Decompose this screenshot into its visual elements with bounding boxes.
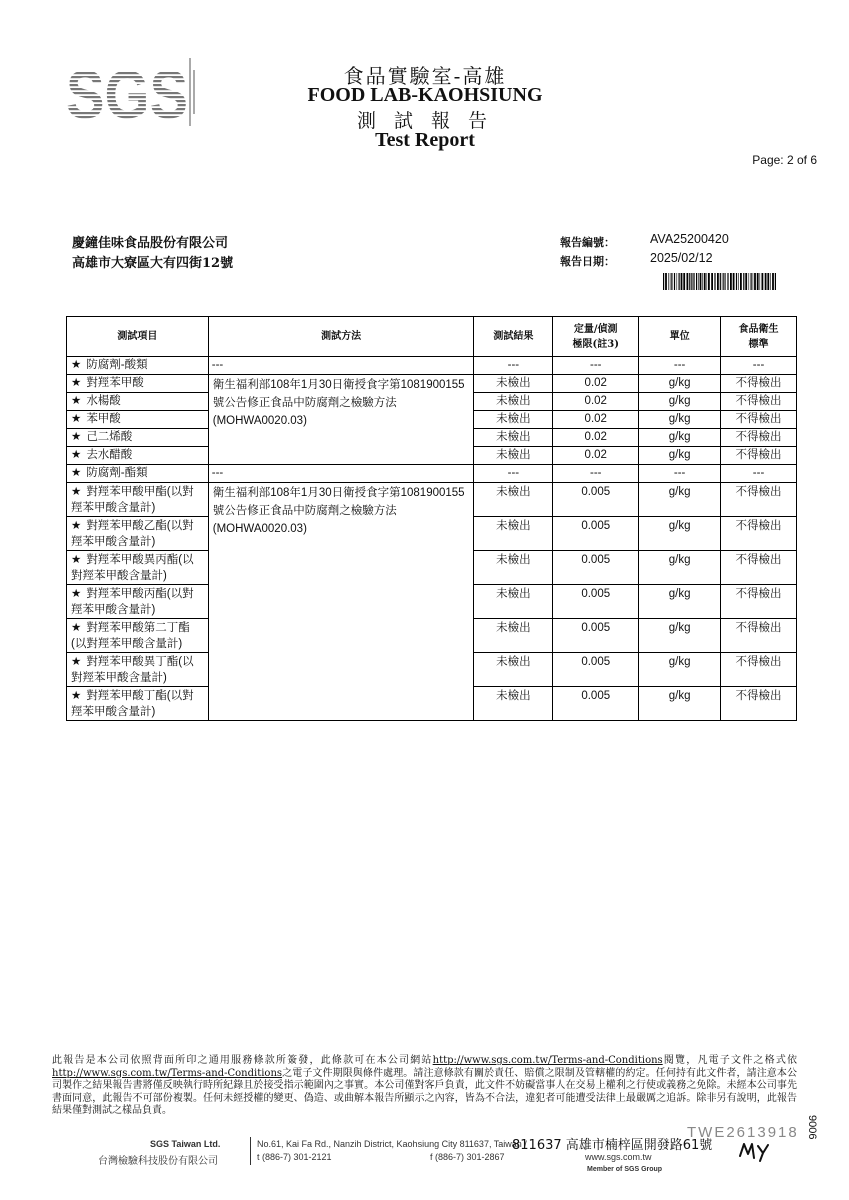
cell-item: 對羥苯甲酸 (86, 377, 144, 389)
cell-limit: 0.005 (553, 653, 639, 687)
cell-method: 衛生福利部108年1月30日衛授食字第1081900155號公告修正食品中防腐劑之檢驗方法(MOHWA0020.03) (208, 483, 474, 721)
header-method: 測試方法 (208, 317, 474, 357)
svg-text:SGS: SGS (66, 57, 188, 128)
barcode-bar (722, 273, 723, 290)
barcode-bar (708, 273, 710, 290)
header-standard: 食品衛生 標準 (721, 317, 797, 357)
group-label: 防腐劑-酸類 (86, 359, 148, 371)
cell-item-line2: 羥苯甲酸含量計) (71, 706, 156, 718)
barcode-bar (677, 273, 678, 290)
cell-limit: 0.02 (553, 447, 639, 465)
cell-limit: 0.005 (553, 687, 639, 721)
barcode-bar (753, 273, 754, 290)
barcode-bar (762, 273, 764, 290)
cell-standard: 不得檢出 (721, 483, 797, 517)
star-icon: ★ (71, 588, 82, 600)
barcode-bar (707, 273, 708, 290)
address-en: No.61, Kai Fa Rd., Nanzih District, Kaohsiung City 811637, Taiwan / (257, 1139, 527, 1149)
legal-disclaimer: 此報告是本公司依照背面所印之通用服務條款所簽發，此條款可在本公司網站http://www.sgs.com.tw/Terms-and-Conditions閱覽，凡電子文件之格式依http://www.sgs.com.tw/Terms-and-Conditions之電子文件期限與條件處理。請注意條款有關於責任、賠償之限制及管轄權的約定。任何持有此文件者，請注意本公司製作之結果報告書將僅反映執行時所紀錄且於接受指示範圍內之事實。本公司僅對客戶負責，此文件不妨礙當事人在交易上權利之行使或義務之免除。未經本公司事先書面同意，此報告不可部份複製。任何未經授權的變更、偽造、或曲解本報告所顯示之內容，皆為不合法，違犯者可能遭受法律上最嚴厲之追訴。除非另有說明，此報告結果僅對測試之樣品負責。 (52, 1055, 798, 1116)
barcode-bar (668, 273, 669, 290)
barcode-bar (736, 273, 737, 290)
star-icon: ★ (71, 656, 82, 668)
barcode-bar (725, 273, 726, 290)
header-unit: 單位 (639, 317, 721, 357)
barcode-bar (743, 273, 744, 290)
company-name-en: SGS Taiwan Ltd. (150, 1139, 221, 1149)
barcode-bar (687, 273, 689, 290)
report-no-label: 報告編號： (560, 236, 615, 249)
cell-limit: 0.005 (553, 585, 639, 619)
cell-item-line1: 對羥苯甲酸甲酯(以對 (86, 486, 194, 498)
cell-limit: 0.02 (553, 429, 639, 447)
cell-result: 未檢出 (474, 619, 553, 653)
barcode-bar (704, 273, 706, 290)
barcode-bar (691, 273, 692, 290)
cell-item-line1: 對羥苯甲酸乙酯(以對 (86, 520, 194, 532)
cell-item-line1: 對羥苯甲酸第二丁酯 (86, 622, 190, 634)
fax: f (886-7) 301-2867 (430, 1152, 505, 1162)
group-row-ester (67, 465, 797, 483)
cell-result: 未檢出 (474, 551, 553, 585)
cell-standard: 不得檢出 (721, 653, 797, 687)
cell-unit: g/kg (639, 447, 721, 465)
star-icon: ★ (71, 520, 82, 532)
serial-number: TWE2613918 (687, 1124, 799, 1141)
cell-item: 去水醋酸 (86, 449, 133, 461)
company-name-zh: 台灣檢驗科技股份有限公司 (98, 1156, 218, 1167)
cell-limit: 0.005 (553, 619, 639, 653)
barcode-bar (723, 273, 724, 290)
barcode-bar (702, 273, 703, 290)
cell-limit: 0.005 (553, 483, 639, 517)
cell-item: 己二烯酸 (86, 431, 133, 443)
cell-result: 未檢出 (474, 585, 553, 619)
star-icon: ★ (71, 622, 82, 634)
barcode-bar (745, 273, 747, 290)
barcode-bar (714, 273, 715, 290)
cell-limit: 0.02 (553, 393, 639, 411)
cell-result: 未檢出 (474, 517, 553, 551)
cell-standard: 不得檢出 (721, 429, 797, 447)
barcode-bar (754, 273, 756, 290)
cell-unit: g/kg (639, 551, 721, 585)
cell-unit: g/kg (639, 411, 721, 429)
barcode-bar (740, 273, 742, 290)
cell-standard: 不得檢出 (721, 687, 797, 721)
table-row (67, 483, 797, 517)
cell-limit: 0.005 (553, 517, 639, 551)
star-icon: ★ (71, 449, 82, 461)
cell-limit: 0.02 (553, 375, 639, 393)
terms-link[interactable]: http://www.sgs.com.tw/Terms-and-Conditions (432, 1055, 663, 1066)
report-title-en: Test Report (375, 129, 475, 151)
group-label: 防腐劑-酯類 (86, 467, 148, 479)
cell-standard: 不得檢出 (721, 411, 797, 429)
barcode-bar (775, 273, 776, 290)
cell-result: 未檢出 (474, 375, 553, 393)
cell-item-line2: 羥苯甲酸含量計) (71, 536, 156, 548)
lab-title-en: FOOD LAB-KAOHSIUNG (307, 84, 543, 106)
barcode-bar (689, 273, 690, 290)
sgs-logo (66, 56, 216, 128)
page-number: Page: 2 of 6 (752, 153, 817, 167)
terms-link-2[interactable]: http://www.sgs.com.tw/Terms-and-Conditions (52, 1067, 283, 1079)
barcode-bar (665, 273, 667, 290)
lab-title-zh: 食品實驗室-高雄 (343, 64, 507, 88)
results-table (66, 316, 797, 721)
cell-result: 未檢出 (474, 447, 553, 465)
report-barcode (663, 273, 778, 290)
cell-unit: g/kg (639, 375, 721, 393)
star-icon: ★ (71, 431, 82, 443)
cell-item-line1: 對羥苯甲酸丙酯(以對 (86, 588, 194, 600)
cell-result: 未檢出 (474, 429, 553, 447)
header-item: 測試項目 (67, 317, 209, 357)
cell-unit: g/kg (639, 619, 721, 653)
barcode-bar (738, 273, 739, 290)
website: www.sgs.com.tw (585, 1152, 652, 1162)
barcode-bar (696, 273, 697, 290)
report-no-value: AVA25200420 (650, 232, 729, 246)
star-icon: ★ (71, 486, 82, 498)
barcode-bar (681, 273, 683, 290)
barcode-bar (663, 273, 664, 290)
cell-limit: --- (553, 465, 639, 483)
star-icon: ★ (71, 377, 82, 389)
barcode-bar (671, 273, 672, 290)
cell-standard: --- (721, 357, 797, 375)
cell-result: 未檢出 (474, 687, 553, 721)
star-icon: ★ (71, 395, 82, 407)
cell-standard: 不得檢出 (721, 585, 797, 619)
barcode-bar (770, 273, 771, 290)
barcode-bar (767, 273, 769, 290)
cell-standard: --- (721, 465, 797, 483)
cell-item-line2: 羥苯甲酸含量計) (71, 502, 156, 514)
cell-item-line2: 羥苯甲酸含量計) (71, 604, 156, 616)
cell-result: 未檢出 (474, 483, 553, 517)
cell-standard: 不得檢出 (721, 393, 797, 411)
cell-unit: g/kg (639, 517, 721, 551)
group-row-acid (67, 357, 797, 375)
cell-limit: 0.02 (553, 411, 639, 429)
cell-unit: g/kg (639, 585, 721, 619)
side-code: 9006 (806, 1115, 818, 1140)
cell-item: 苯甲酸 (86, 413, 121, 425)
cell-item-line1: 對羥苯甲酸異丙酯(以 (86, 554, 194, 566)
barcode-bar (711, 273, 713, 290)
client-address: 高雄市大寮區大有四街12號 (72, 256, 234, 271)
barcode-bar (749, 273, 750, 290)
barcode-bar (733, 273, 735, 290)
cell-item-line1: 對羥苯甲酸丁酯(以對 (86, 690, 194, 702)
header-limit: 定量/偵測 極限(註3) (553, 317, 639, 357)
cell-limit: --- (553, 357, 639, 375)
cell-method: --- (208, 357, 474, 375)
cell-standard: 不得檢出 (721, 375, 797, 393)
barcode-bar (670, 273, 671, 290)
barcode-bar (730, 273, 732, 290)
barcode-bar (727, 273, 728, 290)
cell-item-line2: (以對羥苯甲酸含量計) (71, 638, 183, 650)
cell-limit: 0.005 (553, 551, 639, 585)
cell-standard: 不得檢出 (721, 619, 797, 653)
barcode-bar (700, 273, 702, 290)
cell-standard: 不得檢出 (721, 517, 797, 551)
cell-unit: --- (639, 357, 721, 375)
cell-unit: --- (639, 465, 721, 483)
cell-method: 衛生福利部108年1月30日衛授食字第1081900155號公告修正食品中防腐劑之檢驗方法(MOHWA0020.03) (208, 375, 474, 465)
star-icon: ★ (71, 359, 82, 371)
star-icon: ★ (71, 690, 82, 702)
report-date-label: 報告日期： (560, 255, 615, 268)
cell-item-line2: 對羥苯甲酸含量計) (71, 672, 167, 684)
cell-unit: g/kg (639, 687, 721, 721)
cell-unit: g/kg (639, 393, 721, 411)
footer-divider (250, 1137, 251, 1165)
barcode-bar (772, 273, 774, 290)
cell-item-line1: 對羥苯甲酸異丁酯(以 (86, 656, 194, 668)
barcode-bar (679, 273, 680, 290)
cell-item: 水楊酸 (86, 395, 121, 407)
barcode-bar (674, 273, 675, 290)
header-result: 測試結果 (474, 317, 553, 357)
barcode-bar (717, 273, 719, 290)
barcode-bar (683, 273, 685, 290)
star-icon: ★ (71, 554, 82, 566)
barcode-bar (698, 273, 699, 290)
telephone: t (886-7) 301-2121 (257, 1152, 332, 1162)
cell-method: --- (208, 465, 474, 483)
report-title-zh: 測 試 報 告 (356, 110, 494, 132)
cell-unit: g/kg (639, 653, 721, 687)
cell-result: --- (474, 465, 553, 483)
member-of-sgs: Member of SGS Group (587, 1166, 663, 1173)
cell-result: 未檢出 (474, 653, 553, 687)
client-name: 慶鐘佳味食品股份有限公司 (72, 236, 229, 251)
barcode-bar (760, 273, 761, 290)
star-icon: ★ (71, 467, 82, 479)
cell-item-line2: 對羥苯甲酸含量計) (71, 570, 167, 582)
table-row (67, 375, 797, 393)
cell-result: 未檢出 (474, 411, 553, 429)
barcode-bar (757, 273, 759, 290)
cell-result: --- (474, 357, 553, 375)
initials-signature (738, 1140, 778, 1162)
cell-standard: 不得檢出 (721, 551, 797, 585)
star-icon: ★ (71, 413, 82, 425)
cell-unit: g/kg (639, 429, 721, 447)
barcode-bar (693, 273, 694, 290)
cell-standard: 不得檢出 (721, 447, 797, 465)
cell-unit: g/kg (639, 483, 721, 517)
barcode-bar (751, 273, 752, 290)
address-zh: 811637 高雄市楠梓區開發路61號 (512, 1138, 713, 1153)
barcode-bar (765, 273, 767, 290)
barcode-bar (720, 273, 721, 290)
report-date-value: 2025/02/12 (650, 251, 713, 265)
table-header-row (67, 317, 797, 357)
cell-result: 未檢出 (474, 393, 553, 411)
